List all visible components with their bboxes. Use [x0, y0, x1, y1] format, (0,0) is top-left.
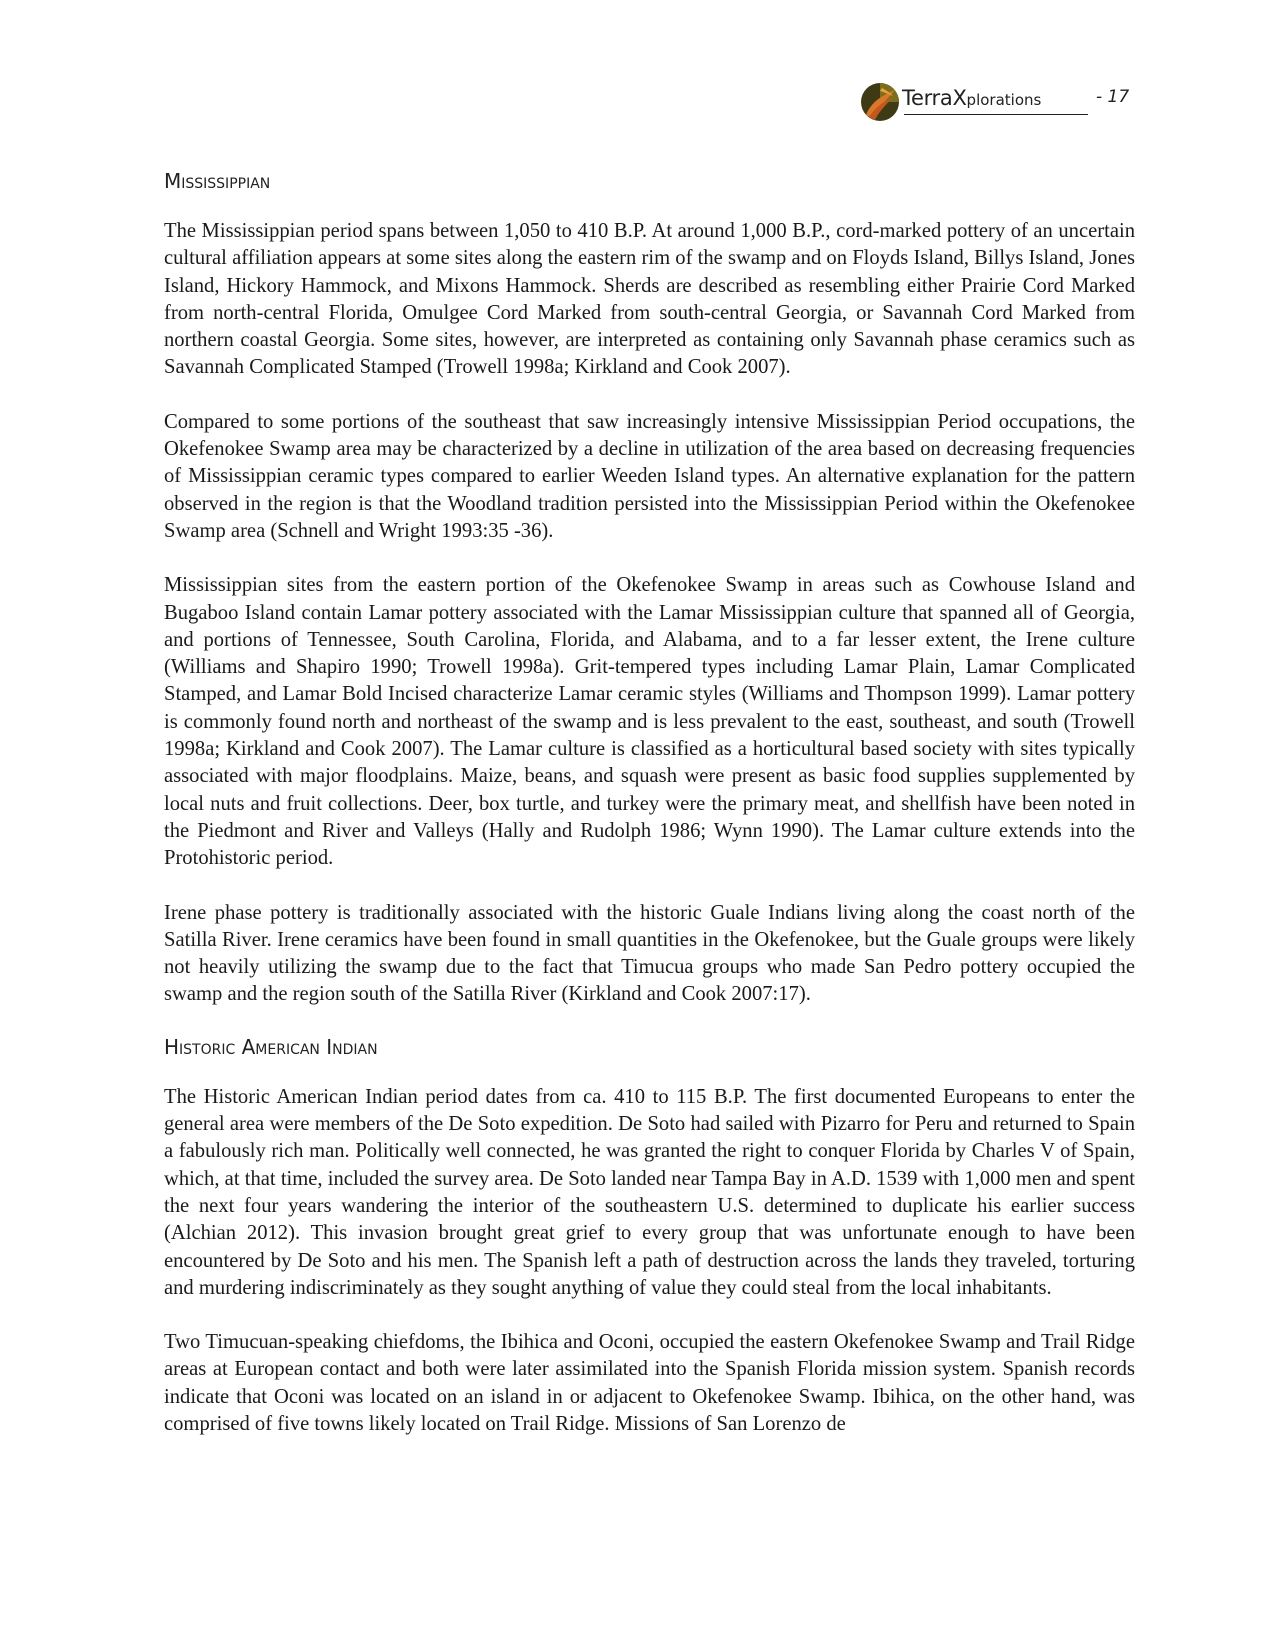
brand-name — [902, 86, 1041, 110]
paragraph: Mississippian sites from the eastern portion of the Okefenokee Swamp in areas such as Cowhouse Island and Bugaboo Island contain Lamar pottery associated with the Lamar Mississippian culture that spanned all of Georgia, and portions of Tennessee, South Carolina, Florida, and Alabama, and to a far lesser extent, the Irene culture (Williams and Shapiro 1990; Trowell 1998a). Grit-tempered types including Lamar Plain, Lamar Complicated Stamped, and Lamar Bold Incised characterize Lamar ceramic styles (Williams and Thompson 1999). Lamar pottery is commonly found north and northeast of the swamp and is less prevalent to the east, southeast, and south (Trowell 1998a; Kirkland and Cook 2007). The Lamar culture is classified as a horticultural based society with sites typically associated with major floodplains. Maize, beans, and squash were present as basic food supplies supplemented by local nuts and fruit collections. Deer, box turtle, and turkey were the primary meat, and shellfish have been noted in the Piedmont and River and Valleys (Hally and Rudolph 1986; Wynn 1990). The Lamar culture extends into the Protohistoric period. — [164, 574, 1135, 870]
paragraph: The Historic American Indian period dates from ca. 410 to 115 B.P. The first documented Europeans to enter the general area were members of the De Soto expedition. De Soto had sailed with Pizarro for Peru and returned to Spain a fabulously rich man. Politically well connected, he was granted the right to conquer Florida by Charles V of Spain, which, at that time, included the survey area. De Soto landed near Tampa Bay in A.D. 1539 with 1,000 men and spent the next four years wandering the interior of the southeastern U.S. determined to duplicate his earlier success (Alchian 2012). This invasion brought great grief to every group that was unfortunate enough to have been encountered by De Soto and his men. The Spanish left a path of destruction across the lands they traveled, torturing and murdering indiscriminately as they sought anything of value they could steal from the local inhabitants. — [164, 1085, 1135, 1299]
page-number: - 17 — [1096, 87, 1130, 107]
main-content — [164, 170, 1135, 1438]
paragraph: Irene phase pottery is traditionally associated with the historic Guale Indians living along the coast north of the Satilla River. Irene ceramics have been found in small quantities in the Okefenokee, but the Guale groups were likely not heavily utilizing the swamp due to the fact that Timucua groups who made San Pedro pottery occupied the swamp and the region south of the Satilla River (Kirkland and Cook 2007:17). — [164, 901, 1135, 1006]
paragraph: The Mississippian period spans between 1,050 to 410 B.P. At around 1,000 B.P., cord-marked pottery of an uncertain cultural affiliation appears at some sites along the eastern rim of the swamp and on Floyds Island, Billys Island, Jones Island, Hickory Hammock, and Mixons Hammock. Sherds are described as resembling either Prairie Cord Marked from north-central Florida, Omulgee Cord Marked from south-central Georgia, or Savannah Cord Marked from northern coastal Georgia. Some sites, however, are interpreted as containing only Savannah phase ceramics such as Savannah Complicated Stamped (Trowell 1998a; Kirkland and Cook 2007). — [164, 220, 1135, 379]
terraxplorations-logo-icon — [860, 82, 900, 122]
section-heading-historic-american-indian: Historic American Indian — [164, 1034, 378, 1059]
page-header — [860, 80, 1140, 120]
brand-name-main: TerraX — [902, 86, 967, 110]
paragraph: Compared to some portions of the southeast that saw increasingly intensive Mississippian Period occupations, the Okefenokee Swamp area may be characterized by a decline in utilization of the area based on decreasing frequencies of Mississippian ceramic types compared to earlier Weeden Island types. An alternative explanation for the pattern observed in the region is that the Woodland tradition persisted into the Mississippian Period within the Okefenokee Swamp area (Schnell and Wright 1993:35 -36). — [164, 410, 1135, 542]
header-rule — [904, 114, 1088, 115]
section-heading-mississippian: Mississippian — [164, 169, 271, 193]
brand-name-rest: plorations — [966, 91, 1042, 109]
paragraph: Two Timucuan-speaking chiefdoms, the Ibihica and Oconi, occupied the eastern Okefenokee Swamp and Trail Ridge areas at European contact and both were later assimilated into the Spanish Florida mission system. Spanish records indicate that Oconi was located on an island in or adjacent to Okefenokee Swamp. Ibihica, on the other hand, was comprised of five towns likely located on Trail Ridge. Missions of San Lorenzo de — [164, 1331, 1135, 1435]
